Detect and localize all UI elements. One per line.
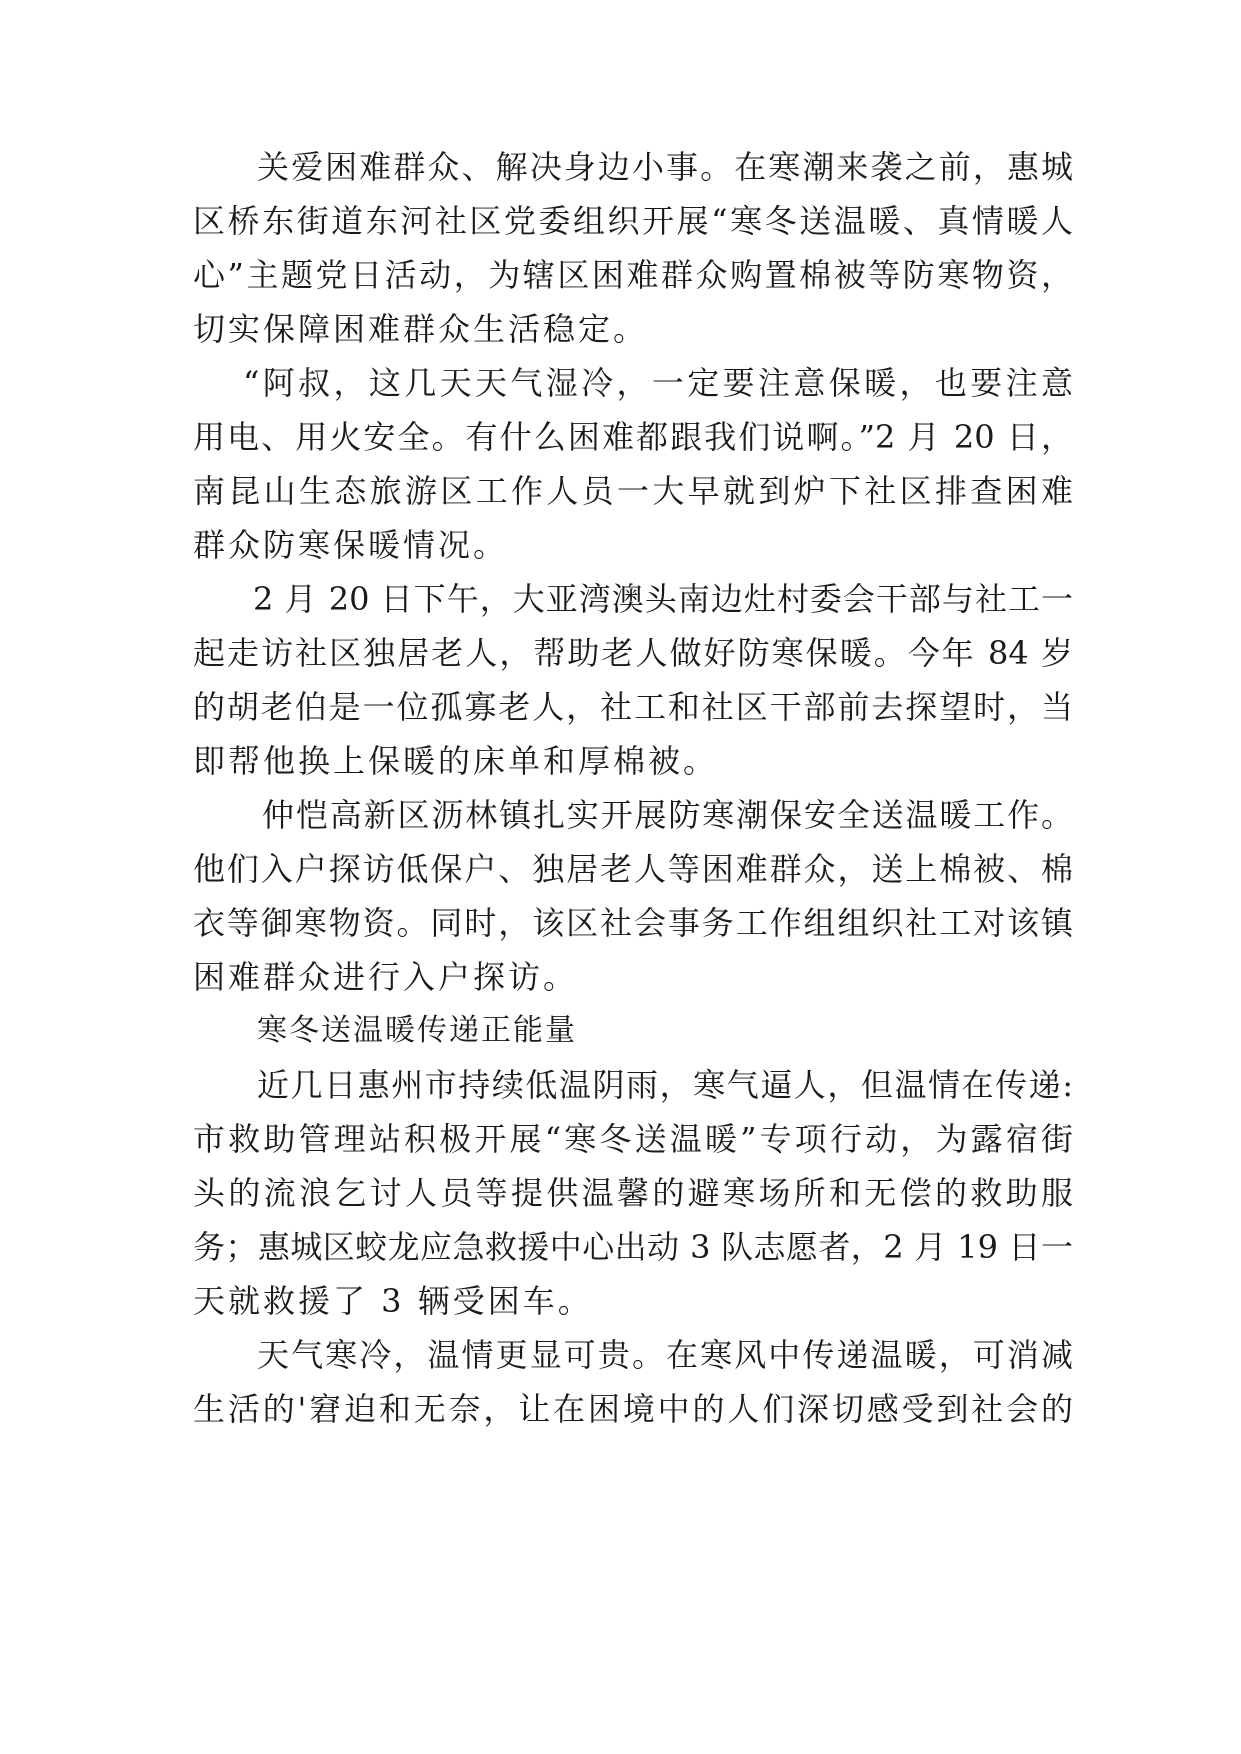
paragraph-6-line-2: 生活的'窘迫和无奈，让在困境中的人们深切感受到社会的 — [193, 1390, 1073, 1428]
paragraph-1-line-3: 心”主题党日活动，为辖区困难群众购置棉被等防寒物资， — [193, 256, 1073, 294]
paragraph-6-line-1: 天气寒冷，温情更显可贵。在寒风中传递温暖，可消减 — [257, 1336, 1073, 1374]
section-subheading: 寒冬送温暖传递正能量 — [257, 1013, 577, 1048]
paragraph-4-line-1: 仲恺高新区沥林镇扎实开展防寒潮保安全送温暖工作。 — [262, 796, 1073, 834]
paragraph-5-line-4: 务；惠城区蛟龙应急救援中心出动 3 队志愿者，2 月 19 日一 — [193, 1228, 1073, 1266]
paragraph-4-line-3: 衣等御寒物资。同时，该区社会事务工作组组织社工对该镇 — [193, 904, 1073, 942]
paragraph-3-line-3: 的胡老伯是一位孤寡老人，社工和社区干部前去探望时，当 — [193, 688, 1073, 726]
paragraph-5-line-5: 天就救援了 3 辆受困车。 — [193, 1282, 593, 1320]
paragraph-4-line-2: 他们入户探访低保户、独居老人等困难群众，送上棉被、棉 — [193, 850, 1073, 888]
paragraph-2-line-4: 群众防寒保暖情况。 — [193, 526, 509, 564]
paragraph-3-line-2: 起走访社区独居老人，帮助老人做好防寒保暖。今年 84 岁 — [193, 634, 1073, 672]
paragraph-5-line-3: 头的流浪乞讨人员等提供温馨的避寒场所和无偿的救助服 — [193, 1174, 1073, 1212]
paragraph-1-line-2: 区桥东街道东河社区党委组织开展“寒冬送温暖、真情暖人 — [193, 202, 1073, 240]
paragraph-2-line-3: 南昆山生态旅游区工作人员一大早就到炉下社区排查困难 — [193, 472, 1073, 510]
paragraph-5-line-1: 近几日惠州市持续低温阴雨，寒气逼人，但温情在传递: — [257, 1066, 1073, 1104]
paragraph-2-line-1: “阿叔，这几天天气湿冷，一定要注意保暖，也要注意 — [243, 364, 1073, 402]
paragraph-3-line-1: 2 月 20 日下午，大亚湾澳头南边灶村委会干部与社工一 — [253, 580, 1073, 618]
paragraph-1-line-1: 关爱困难群众、解决身边小事。在寒潮来袭之前，惠城 — [257, 148, 1073, 186]
paragraph-3-line-4: 即帮他换上保暖的床单和厚棉被。 — [193, 742, 719, 780]
paragraph-1-line-4: 切实保障困难群众生活稳定。 — [193, 310, 649, 348]
paragraph-4-line-4: 困难群众进行入户探访。 — [193, 958, 579, 996]
paragraph-2-line-2: 用电、用火安全。有什么困难都跟我们说啊。”2 月 20 日， — [193, 418, 1073, 456]
paragraph-5-line-2: 市救助管理站积极开展“寒冬送温暖”专项行动，为露宿街 — [193, 1120, 1073, 1158]
